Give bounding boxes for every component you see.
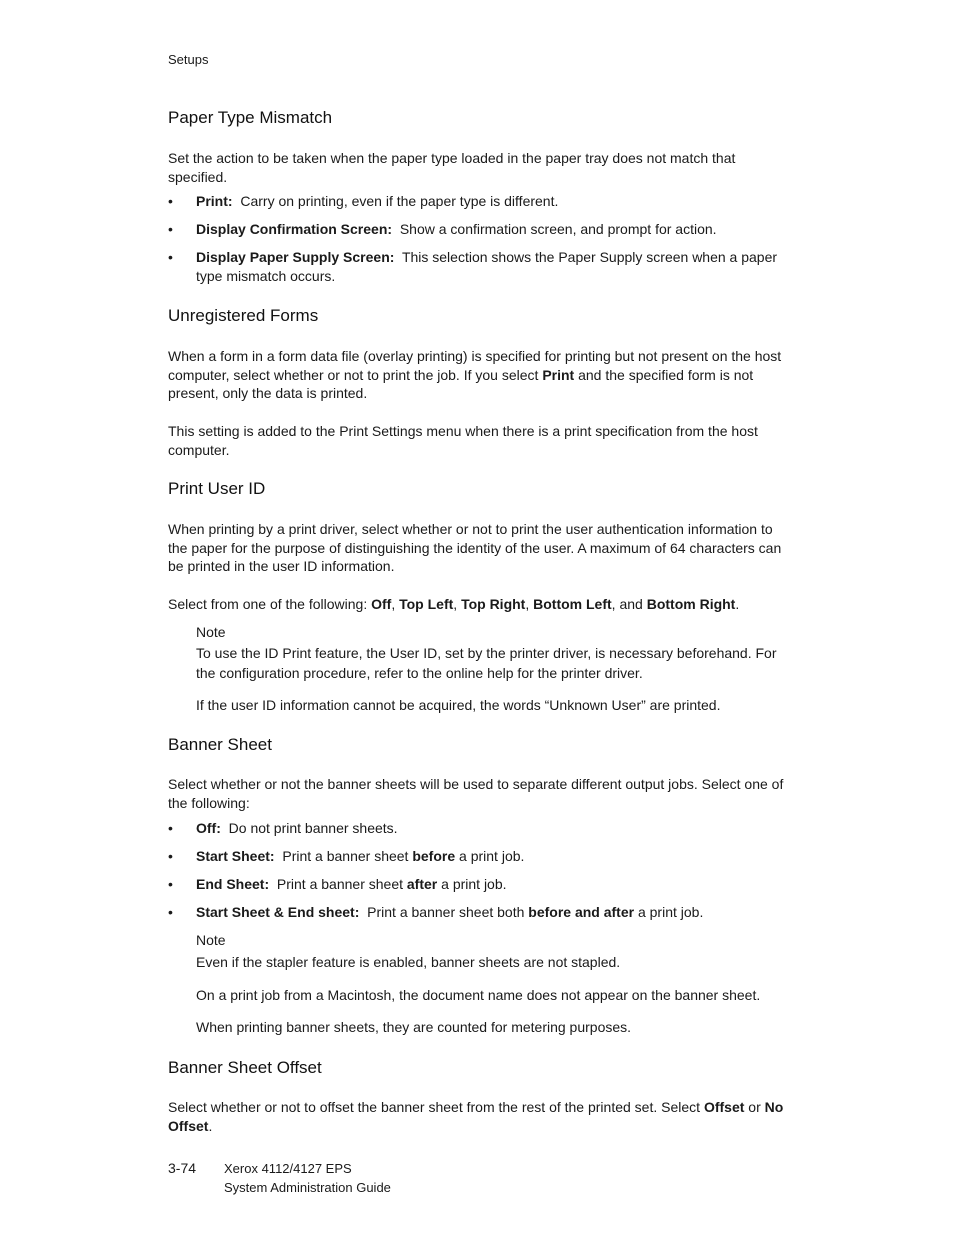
option-label: Off:	[196, 820, 221, 836]
heading-unregistered-forms: Unregistered Forms	[168, 306, 319, 325]
print-user-id-options: Select from one of the following: Off, Top Left, Top Right, Bottom Left, and Bottom Right.	[168, 596, 740, 612]
option-text: Carry on printing, even if the paper type is different.	[240, 193, 559, 209]
option-label: End Sheet:	[196, 876, 270, 892]
running-header: Setups	[168, 52, 209, 67]
option-label: Display Paper Supply Screen:	[196, 249, 395, 265]
bullet-icon: •	[168, 876, 173, 892]
option-label: Start Sheet & End sheet:	[196, 904, 360, 920]
option-text: Show a confirmation screen, and prompt for action.	[399, 221, 717, 237]
bullet-icon: •	[168, 221, 173, 237]
banner-sheet-intro: Select whether or not the banner sheets will be used to separate different output jobs. Select one of the following:	[168, 776, 784, 811]
note-text: On a print job from a Macintosh, the document name does not appear on the banner sheet.	[196, 987, 761, 1003]
note-label: Note	[196, 932, 226, 948]
option-text: This selection shows the Paper Supply screen when a paper type mismatch occurs.	[196, 249, 778, 284]
note-text: To use the ID Print feature, the User ID, set by the printer driver, is necessary beforehand. For the configuration procedure, refer to the online help for the printer driver.	[196, 645, 777, 681]
bullet-icon: •	[168, 249, 173, 265]
paper-mismatch-intro: Set the action to be taken when the paper type loaded in the paper tray does not match that specified.	[168, 150, 736, 185]
footer-line-1: Xerox 4112/4127 EPS	[224, 1161, 352, 1176]
option-label: Start Sheet:	[196, 848, 275, 864]
note-text: When printing banner sheets, they are counted for metering purposes.	[196, 1019, 632, 1035]
footer-doc-title	[224, 1160, 391, 1197]
unregistered-forms-para-1: When a form in a form data file (overlay printing) is specified for printing but not present on the host computer, select whether or not to print the job. If you select Print and the specified form is not present, only the data is printed.	[168, 348, 782, 401]
note-text: Even if the stapler feature is enabled, banner sheets are not stapled.	[196, 954, 621, 970]
bullet-icon: •	[168, 193, 173, 209]
option-label: Print:	[196, 193, 233, 209]
bullet-icon: •	[168, 820, 173, 836]
heading-banner-sheet-offset: Banner Sheet Offset	[168, 1058, 322, 1077]
page-number: 3-74	[168, 1160, 197, 1176]
unregistered-forms-para-2: This setting is added to the Print Settings menu when there is a print specification from the host computer.	[168, 423, 758, 458]
bullet-icon: •	[168, 848, 173, 864]
note-text: If the user ID information cannot be acquired, the words “Unknown User” are printed.	[196, 697, 721, 713]
footer-line-2: System Administration Guide	[224, 1179, 391, 1195]
bullet-icon: •	[168, 904, 173, 920]
heading-banner-sheet: Banner Sheet	[168, 735, 272, 754]
heading-print-user-id: Print User ID	[168, 479, 266, 498]
heading-paper-type-mismatch: Paper Type Mismatch	[168, 108, 333, 127]
banner-sheet-offset-para: Select whether or not to offset the banner sheet from the rest of the printed set. Select Offset or No Offset.	[168, 1099, 784, 1134]
option-label: Display Confirmation Screen:	[196, 221, 393, 237]
note-label: Note	[196, 624, 226, 640]
print-user-id-para: When printing by a print driver, select whether or not to print the user authentication information to the paper for the purpose of distinguishing the identity of the user. A maximum of 64 characters can be printed in the user ID information.	[168, 521, 782, 574]
